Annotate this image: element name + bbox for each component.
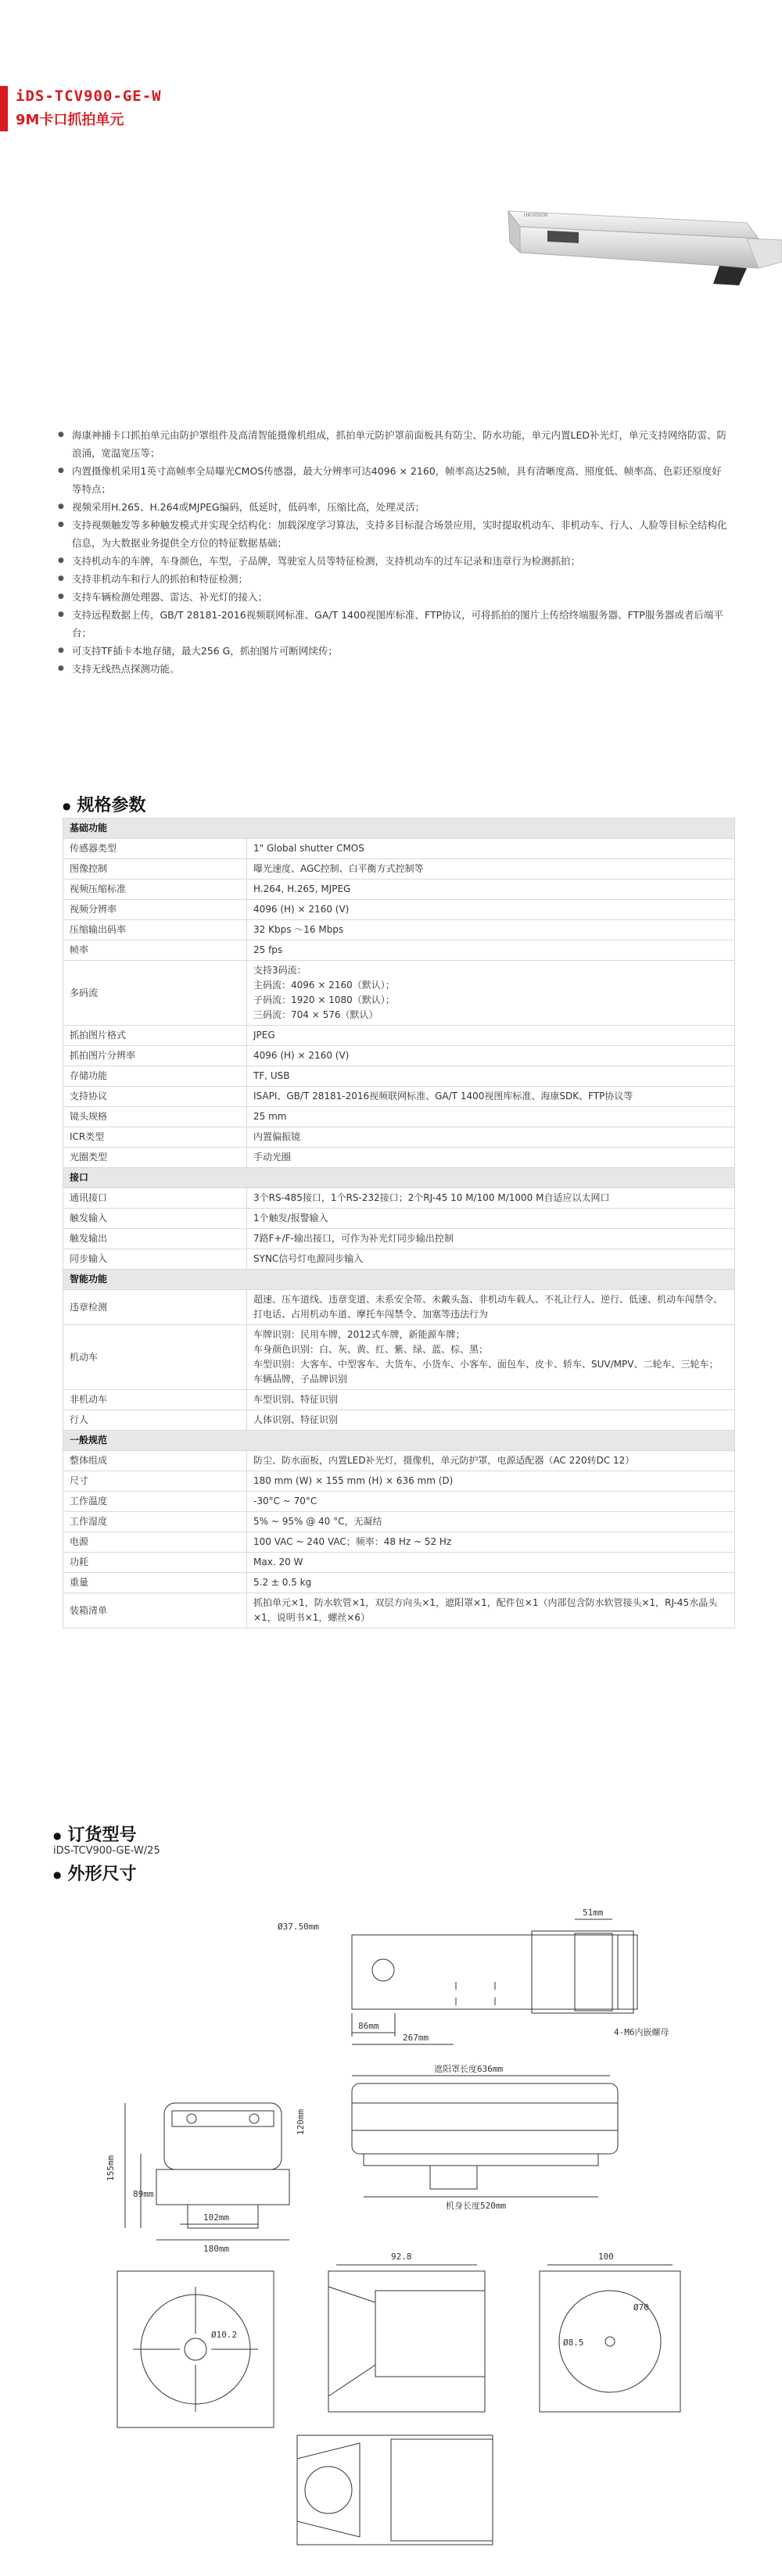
spec-key: 装箱清单: [63, 1593, 247, 1628]
dim-label-267: 267mm: [403, 2033, 429, 2043]
feature-list: [55, 426, 727, 678]
spec-row: [63, 859, 735, 880]
spec-row: [63, 940, 735, 961]
bullet-icon: ●: [53, 1869, 62, 1880]
spec-key: 电源: [63, 1532, 247, 1553]
spec-value: 1个触发/报警输入: [247, 1209, 735, 1229]
spec-key: 帧率: [63, 940, 247, 961]
spec-row: [63, 1229, 735, 1249]
spec-category-row: [63, 1270, 735, 1290]
spec-key: 支持协议: [63, 1087, 247, 1107]
model-number: iDS-TCV900-GE-W: [16, 88, 162, 105]
spec-row: [63, 961, 735, 1026]
dim-label-180: 180mm: [203, 2244, 230, 2254]
spec-category-label: 基础功能: [63, 819, 735, 839]
spec-row: [63, 1553, 735, 1573]
spec-key: 传感器类型: [63, 839, 247, 859]
spec-key: 多码流: [63, 961, 247, 1026]
spec-row: [63, 1107, 735, 1127]
dim-label-51: 51mm: [583, 1908, 604, 1918]
spec-key: 功耗: [63, 1553, 247, 1573]
spec-row: [63, 1148, 735, 1168]
bullet-icon: ●: [53, 1830, 62, 1841]
spec-value: 车型识别、特征识别: [247, 1390, 735, 1410]
spec-value: JPEG: [247, 1026, 735, 1046]
header-accent-bar: [0, 86, 8, 131]
spec-key: 触发输出: [63, 1229, 247, 1249]
spec-row: [63, 1127, 735, 1148]
dim-label-d85: Ø8.5: [563, 2338, 584, 2348]
spec-key: 视频压缩标准: [63, 880, 247, 900]
spec-key: 非机动车: [63, 1390, 247, 1410]
spec-key: 光圈类型: [63, 1148, 247, 1168]
spec-key: 工作湿度: [63, 1512, 247, 1532]
feature-item: ● 支持非机动车和行人的抓拍和特征检测；: [55, 570, 727, 588]
spec-row: [63, 1249, 735, 1270]
feature-item: ● 支持车辆检测处理器、雷达、补光灯的接入；: [55, 588, 727, 606]
spec-value: 5% ~ 95% @ 40 °C，无凝结: [247, 1512, 735, 1532]
spec-value: 25 fps: [247, 940, 735, 961]
bracket-views: [117, 2252, 680, 2545]
spec-key: 镜头规格: [63, 1107, 247, 1127]
spec-value: 100 VAC ~ 240 VAC；频率：48 Hz ~ 52 Hz: [247, 1532, 735, 1553]
spec-value: ISAPI、GB/T 28181-2016视频联网标准、GA/T 1400视图库标准、海康SDK、FTP协议等: [247, 1087, 735, 1107]
dim-label-155: 155mm: [106, 2155, 116, 2181]
header: [0, 0, 782, 137]
spec-row: [63, 1512, 735, 1532]
spec-row: [63, 1209, 735, 1229]
spec-row: [63, 1325, 735, 1390]
product-subtitle: 9M卡口抓拍单元: [16, 112, 124, 128]
spec-value: 曝光速度、AGC控制、白平衡方式控制等: [247, 859, 735, 880]
feature-item: ● 支持机动车的车牌，车身颜色，车型，子品牌，驾驶室人员等特征检测，支持机动车的过车记录和违章行为检测抓拍；: [55, 552, 727, 570]
spec-key: 尺寸: [63, 1471, 247, 1492]
spec-value: 25 mm: [247, 1107, 735, 1127]
feature-item: ● 视频采用H.265、H.264或MJPEG编码，低延时，低码率，压缩比高，处理灵活；: [55, 498, 727, 516]
spec-key: 通讯接口: [63, 1188, 247, 1209]
spec-category-row: [63, 1431, 735, 1451]
spec-row: [63, 1026, 735, 1046]
dim-label-top-b: 100: [598, 2252, 614, 2262]
spec-key: 同步输入: [63, 1249, 247, 1270]
dim-label-hole: Ø37.50mm: [278, 1922, 319, 1932]
spec-category-label: 智能功能: [63, 1270, 735, 1290]
product-image: [438, 168, 782, 293]
spec-value: 32 Kbps ～16 Mbps: [247, 920, 735, 940]
spec-value: 内置偏振镜: [247, 1127, 735, 1148]
dim-label-d10: Ø10.2: [211, 2330, 238, 2340]
spec-row: [63, 1471, 735, 1492]
bullet-icon: ●: [63, 801, 71, 811]
feature-item: ● 支持视频触发等多种触发模式并实现全结构化：加载深度学习算法，支持多目标混合场景应用，实时提取机动车、非机动车、行人、人脸等目标全结构化信息，为大数据业务提供全方位的特征数据基础；: [55, 516, 727, 552]
svg-text:HIKVISION: HIKVISION: [524, 213, 548, 218]
feature-item: ● 内置摄像机采用1英寸高帧率全局曝光CMOS传感器，最大分辨率可达4096 × 2160，帧率高达25帧，具有清晰度高、照度低、帧率高、色彩还原度好等特点；: [55, 462, 727, 498]
spec-row: [63, 1290, 735, 1325]
spec-value: 超速、压车道线、违章变道、未系安全带、未戴头盔、非机动车载人、不礼让行人、逆行、低速、机动车闯禁令、打电话、占用机动车道、摩托车闯禁令、加塞等违法行为: [247, 1290, 735, 1325]
spec-value: 人体识别、特征识别: [247, 1410, 735, 1431]
spec-key: 工作温度: [63, 1492, 247, 1512]
order-section-title: ● 订货型号: [53, 1825, 137, 1845]
spec-value: 支持3码流： 主码流：4096 × 2160（默认）； 子码流：1920 × 1080（默认）； 三码流：704 × 576（默认）: [247, 961, 735, 1026]
feature-item: ● 支持无线热点探测功能。: [55, 660, 727, 678]
spec-category-label: 接口: [63, 1168, 735, 1188]
dim-label-screw: 4-M6内嵌螺母: [614, 2027, 669, 2037]
spec-category-row: [63, 819, 735, 839]
spec-row: [63, 900, 735, 920]
spec-row: [63, 920, 735, 940]
front-view: [106, 2103, 306, 2254]
spec-row: [63, 1532, 735, 1553]
spec-key: 重量: [63, 1573, 247, 1593]
spec-key: 视频分辨率: [63, 900, 247, 920]
spec-value: 防尘、防水面板，内置LED补光灯，摄像机，单元防护罩，电源适配器（AC 220转DC 12）: [247, 1451, 735, 1471]
spec-value: H.264, H.265, MJPEG: [247, 880, 735, 900]
dim-label-body-length: 机身长度520mm: [446, 2201, 507, 2211]
spec-value: 手动光圈: [247, 1148, 735, 1168]
bottom-view: [278, 1908, 669, 2044]
spec-key: ICR类型: [63, 1127, 247, 1148]
dimension-section-title: ● 外形尺寸: [53, 1865, 137, 1884]
dim-label-d70: Ø70: [633, 2302, 649, 2313]
spec-value: 4096 (H) × 2160 (V): [247, 900, 735, 920]
dim-label-hood-length: 遮阳罩长度636mm: [434, 2064, 504, 2074]
spec-row: [63, 839, 735, 859]
spec-key: 抓拍图片格式: [63, 1026, 247, 1046]
spec-key: 存储功能: [63, 1066, 247, 1087]
feature-item: ● 可支持TF插卡本地存储，最大256 G，抓拍图片可断网续传；: [55, 642, 727, 660]
spec-table: [63, 818, 735, 1628]
spec-value: SYNC信号灯电源同步输入: [247, 1249, 735, 1270]
spec-row: [63, 1188, 735, 1209]
dim-label-120: 120mm: [296, 2108, 306, 2135]
spec-row: [63, 1087, 735, 1107]
spec-value: 车牌识别：民用车牌，2012式车牌，新能源车牌； 车身颜色识别：白、灰、黄、红、紫、绿、蓝、棕、黑； 车型识别：大客车、中型客车、大货车、小货车、小客车、面包车、皮卡、轿车、SUV/MPV、二轮车、三轮车； 车辆品牌，子品牌识别: [247, 1325, 735, 1390]
spec-key: 违章检测: [63, 1290, 247, 1325]
spec-value: 180 mm (W) × 155 mm (H) × 636 mm (D): [247, 1471, 735, 1492]
spec-value: 7路F+/F-输出接口，可作为补光灯同步输出控制: [247, 1229, 735, 1249]
spec-value: 抓拍单元×1，防水软管×1，双层方向头×1，遮阳罩×1，配件包×1（内部包含防水软管接头×1，RJ-45水晶头×1，说明书×1，螺丝×6）: [247, 1593, 735, 1628]
dimension-drawing: [94, 1896, 704, 2553]
spec-value: TF, USB: [247, 1066, 735, 1087]
feature-item: ● 海康神捕卡口抓拍单元由防护罩组件及高清智能摄像机组成，抓拍单元防护罩前面板具有防尘、防水功能，单元内置LED补光灯，单元支持网络防雷、防浪涌，宽温宽压等；: [55, 426, 727, 462]
side-view: [352, 2063, 618, 2211]
feature-item: ● 支持远程数据上传，GB/T 28181-2016视频联网标准、GA/T 1400视图库标准、FTP协议，可将抓拍的图片上传给终端服务器、FTP服务器或者后端平台；: [55, 606, 727, 642]
spec-row: [63, 1390, 735, 1410]
spec-value: 5.2 ± 0.5 kg: [247, 1573, 735, 1593]
spec-key: 行人: [63, 1410, 247, 1431]
spec-row: [63, 880, 735, 900]
spec-row: [63, 1573, 735, 1593]
dim-label-top-a: 92.8: [391, 2252, 412, 2262]
spec-row: [63, 1492, 735, 1512]
spec-key: 机动车: [63, 1325, 247, 1390]
spec-category-row: [63, 1168, 735, 1188]
spec-category-label: 一般规范: [63, 1431, 735, 1451]
spec-key: 压缩输出码率: [63, 920, 247, 940]
spec-value: -30°C ~ 70°C: [247, 1492, 735, 1512]
dim-label-89: 89mm: [133, 2189, 154, 2199]
spec-section-title: ● 规格参数: [63, 796, 146, 815]
spec-value: 4096 (H) × 2160 (V): [247, 1046, 735, 1066]
dim-label-86: 86mm: [358, 2021, 379, 2031]
order-code: iDS-TCV900-GE-W/25: [53, 1845, 160, 1857]
spec-key: 触发输入: [63, 1209, 247, 1229]
spec-key: 图像控制: [63, 859, 247, 880]
spec-value: 3个RS-485接口，1个RS-232接口；2个RJ-45 10 M/100 M/1000 M自适应以太网口: [247, 1188, 735, 1209]
spec-key: 抓拍图片分辨率: [63, 1046, 247, 1066]
dim-label-102: 102mm: [203, 2212, 230, 2223]
spec-row: [63, 1451, 735, 1471]
spec-key: 整体组成: [63, 1451, 247, 1471]
spec-row: [63, 1046, 735, 1066]
spec-row: [63, 1593, 735, 1628]
spec-value: 1" Global shutter CMOS: [247, 839, 735, 859]
spec-row: [63, 1066, 735, 1087]
spec-row: [63, 1410, 735, 1431]
spec-value: Max. 20 W: [247, 1553, 735, 1573]
